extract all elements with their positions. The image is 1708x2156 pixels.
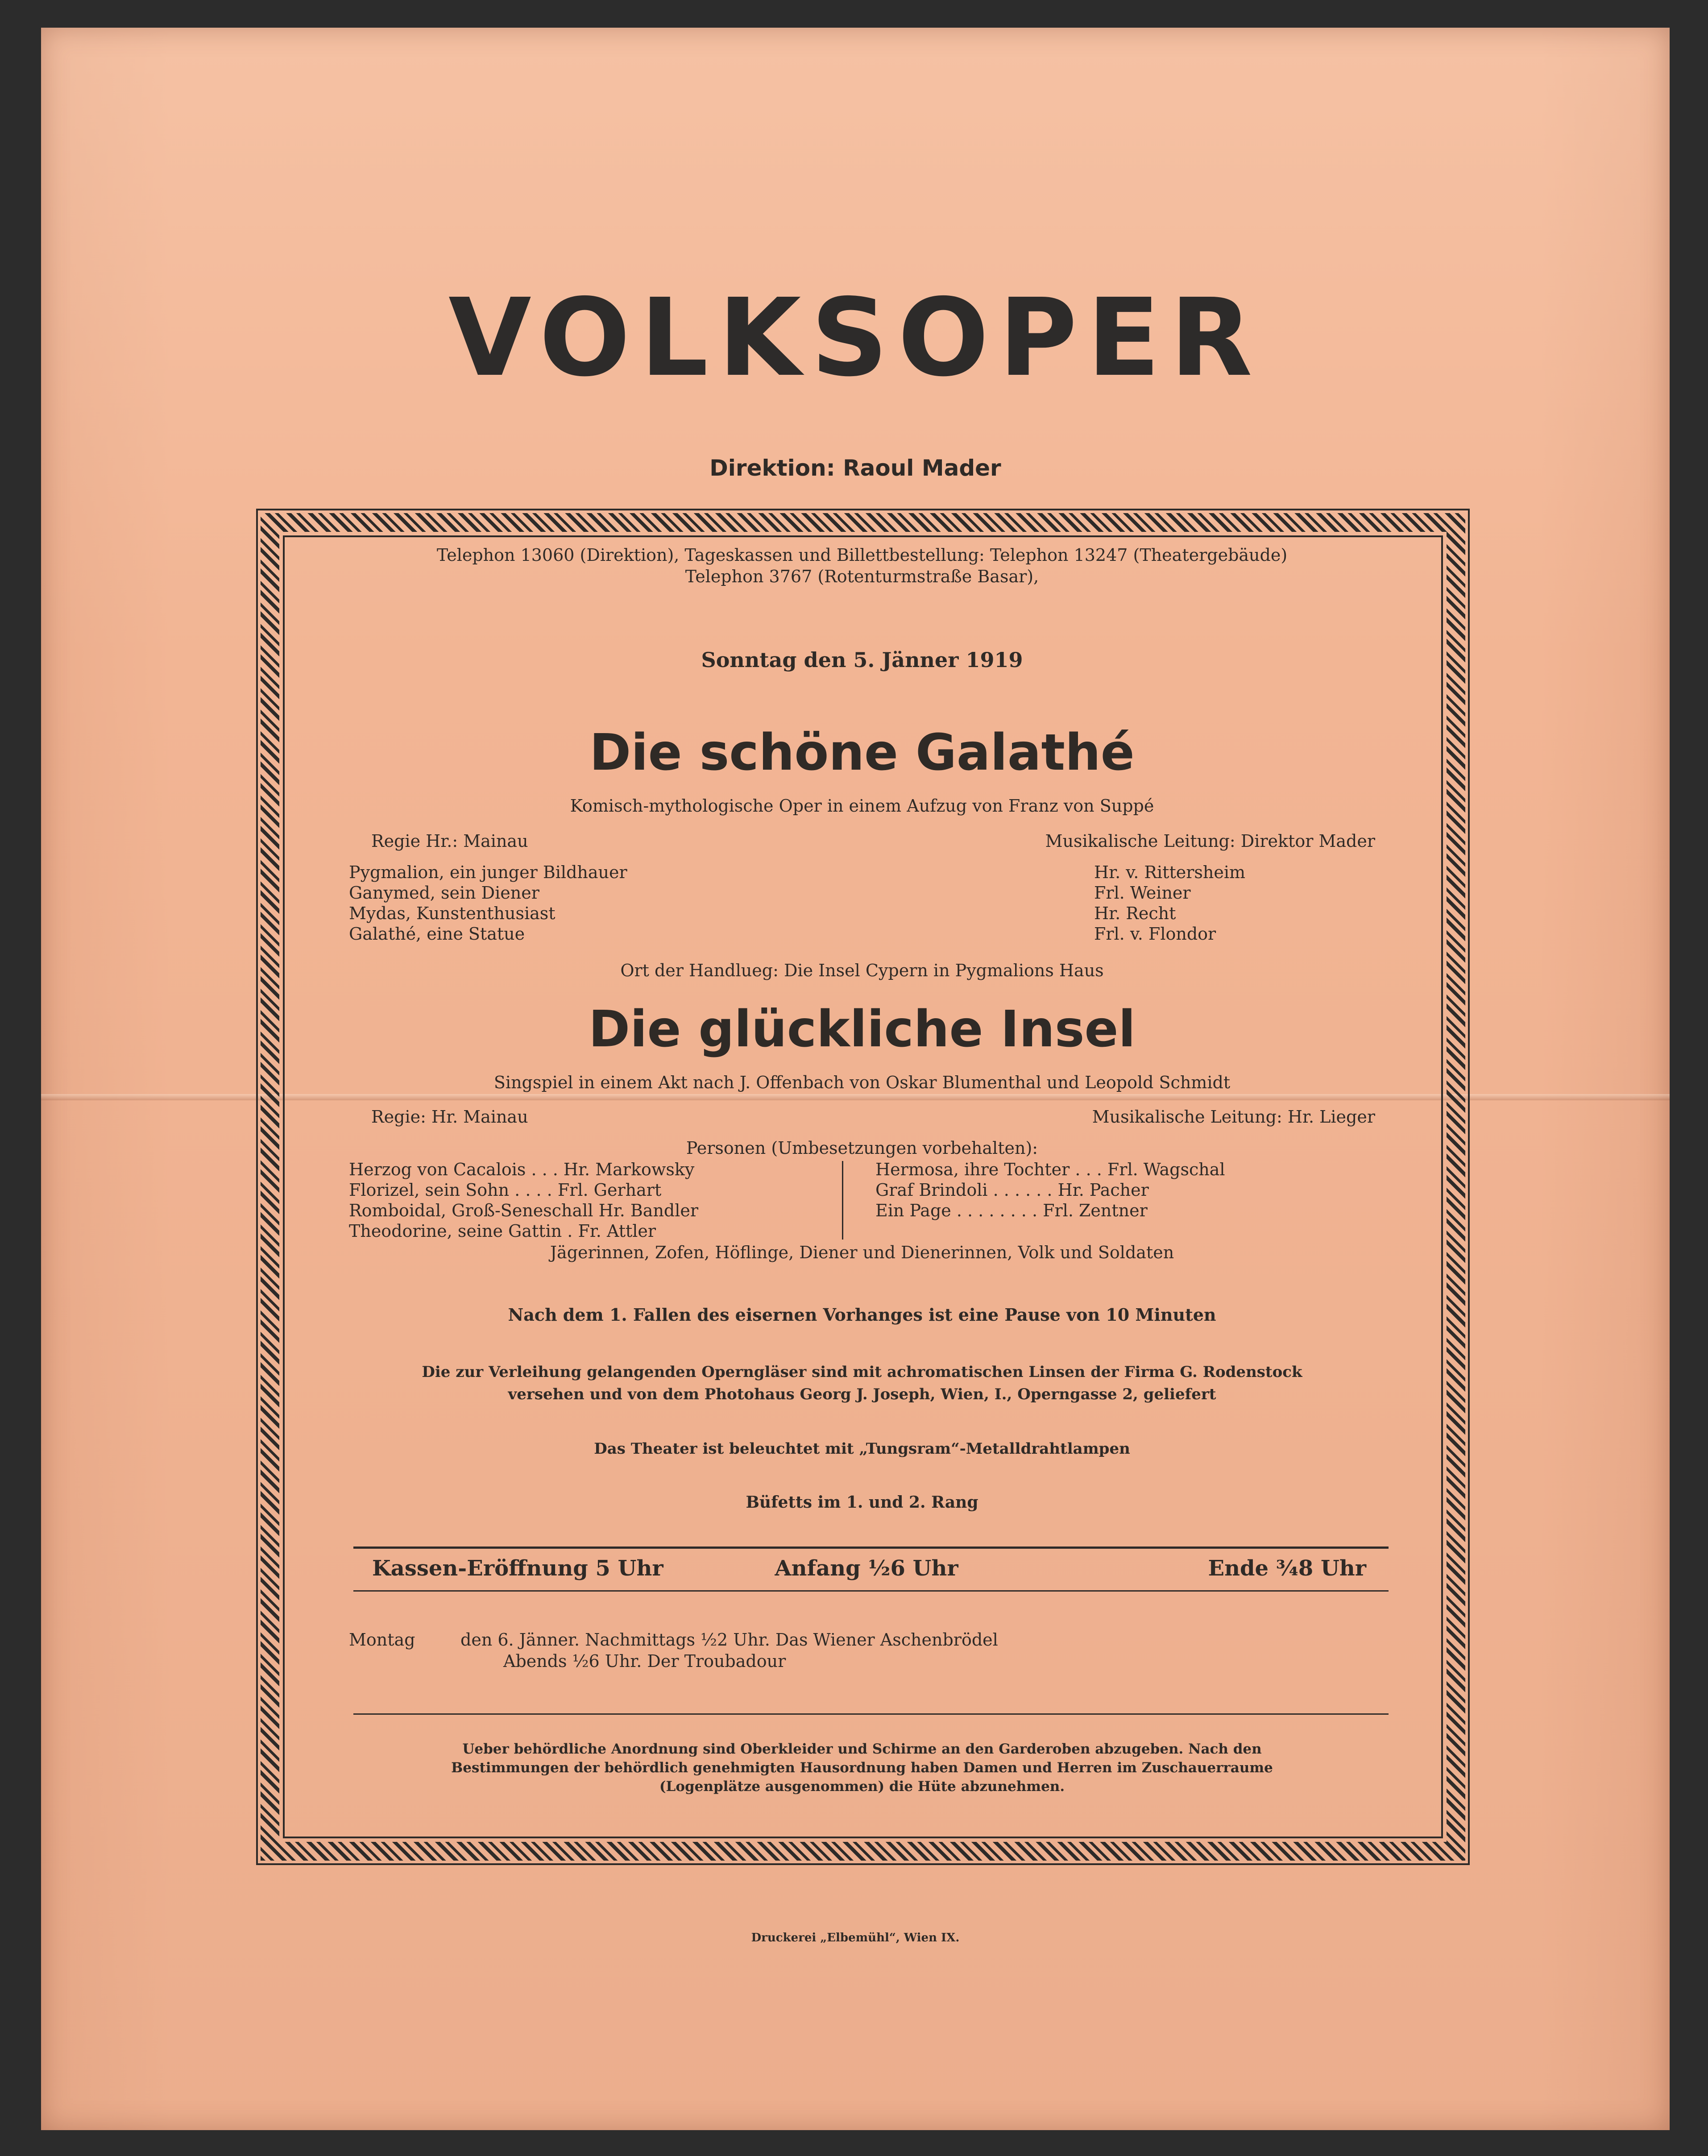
- cast-actor: Hr. Recht: [1094, 904, 1176, 923]
- cast-separator: . . .: [1070, 1160, 1107, 1179]
- box-office-opening: Kassen-Eröffnung 5 Uhr: [372, 1556, 663, 1581]
- opera-1-place: Ort der Handlueg: Die Insel Cypern in Pygmalions Haus: [620, 961, 1104, 980]
- cast-row: [349, 862, 1375, 883]
- cast-row: [349, 1180, 862, 1200]
- opera-1-subtitle: Komisch-mythologische Oper in einem Aufzug von Franz von Suppé: [570, 796, 1154, 816]
- performance-date: Sonntag den 5. Jänner 1919: [701, 648, 1023, 672]
- printer-imprint: Druckerei „Elbemühl“, Wien IX.: [751, 1931, 960, 1945]
- opera-1-title: Die schöne Galathé: [589, 724, 1135, 782]
- cast-actor: Frl. v. Flondor: [1094, 924, 1216, 944]
- cast-actor: Hr. Bandler: [598, 1201, 699, 1220]
- cast-row: [349, 1200, 862, 1221]
- times-top-rule: [353, 1547, 1389, 1549]
- glasses-notice-1: Die zur Verleihung gelangenden Operngläser sind mit achromatischen Linsen der Firma G. Rodenstock: [422, 1363, 1302, 1381]
- cast-divider: [842, 1161, 843, 1240]
- opera-2-cast-right: [875, 1159, 1375, 1221]
- cast-actor: Frl. Gerhart: [557, 1180, 662, 1200]
- cast-row: [349, 1159, 862, 1180]
- theater-title: VOLKSOPER: [448, 275, 1262, 400]
- cast-role: Hermosa, ihre Tochter: [875, 1160, 1070, 1179]
- next-day: Montag: [349, 1630, 415, 1650]
- times-bottom-rule: [353, 1590, 1389, 1592]
- cast-row: [875, 1200, 1375, 1221]
- cast-actor: Frl. Zentner: [1043, 1201, 1148, 1220]
- regulation-line-1: Ueber behördliche Anordnung sind Oberkleider und Schirme an den Garderoben abzugeben. Nach den: [462, 1741, 1262, 1757]
- regulation-line-3: (Logenplätze ausgenommen) die Hüte abzunehmen.: [659, 1779, 1065, 1795]
- cast-role: Ein Page: [875, 1201, 951, 1220]
- opera-1-music: Musikalische Leitung: Direktor Mader: [1045, 831, 1375, 851]
- cast-role: Romboidal, Groß-Seneschall: [349, 1201, 593, 1220]
- opera-2-title: Die glückliche Insel: [589, 1000, 1136, 1058]
- cast-role: Graf Brindoli: [875, 1180, 988, 1200]
- cast-role: Ganymed, sein Diener: [349, 883, 539, 903]
- telephone-line-1: Telephon 13060 (Direktion), Tageskassen und Billettbestellung: Telephon 13247 (Theatergebäude): [436, 545, 1288, 565]
- cast-separator: . . .: [526, 1160, 564, 1179]
- opera-2-music: Musikalische Leitung: Hr. Lieger: [1092, 1107, 1375, 1127]
- opera-2-cast-left: [349, 1159, 862, 1241]
- next-line-2: Abends ½6 Uhr. Der Troubadour: [503, 1651, 786, 1671]
- cast-role: Pygmalion, ein junger Bildhauer: [349, 862, 627, 882]
- cast-actor: Frl. Wagschal: [1107, 1160, 1225, 1179]
- cast-actor: Hr. Markowsky: [563, 1160, 695, 1179]
- opera-1-regie: Regie Hr.: Mainau: [371, 831, 528, 851]
- opera-2-regie: Regie: Hr. Mainau: [371, 1107, 528, 1127]
- opera-1-cast-list: [349, 862, 1375, 944]
- regulation-rule: [353, 1713, 1389, 1715]
- cast-role: Mydas, Kunstenthusiast: [349, 904, 556, 923]
- cast-separator: [593, 1201, 599, 1220]
- opera-2-chorus: Jägerinnen, Zofen, Höflinge, Diener und Dienerinnen, Volk und Soldaten: [550, 1243, 1174, 1262]
- buffet-notice: Büfetts im 1. und 2. Rang: [746, 1493, 978, 1512]
- telephone-line-2: Telephon 3767 (Rotenturmstraße Basar),: [685, 567, 1039, 586]
- next-line-1: den 6. Jänner. Nachmittags ½2 Uhr. Das Wiener Aschenbrödel: [460, 1630, 998, 1650]
- cast-actor: Frl. Weiner: [1094, 883, 1191, 903]
- direction-line: Direktion: Raoul Mader: [709, 455, 1001, 481]
- end-time: Ende ¾8 Uhr: [1208, 1556, 1366, 1581]
- pause-notice: Nach dem 1. Fallen des eisernen Vorhanges ist eine Pause von 10 Minuten: [508, 1305, 1216, 1325]
- playbill-sheet: [41, 28, 1670, 2130]
- cast-separator: .: [562, 1221, 578, 1241]
- cast-row: [349, 1221, 862, 1241]
- cast-row: [349, 903, 1375, 924]
- cast-separator: . . . .: [509, 1180, 558, 1200]
- cast-role: Theodorine, seine Gattin: [349, 1221, 562, 1241]
- opera-2-persons-heading: Personen (Umbesetzungen vorbehalten):: [686, 1138, 1038, 1158]
- cast-actor: Hr. v. Rittersheim: [1094, 862, 1246, 882]
- cast-actor: Hr. Pacher: [1057, 1180, 1149, 1200]
- cast-row: [875, 1159, 1375, 1180]
- cast-separator: . . . . . .: [987, 1180, 1058, 1200]
- cast-actor: Fr. Attler: [578, 1221, 656, 1241]
- glasses-notice-2: versehen und von dem Photohaus Georg J. Joseph, Wien, I., Operngasse 2, geliefert: [508, 1385, 1216, 1403]
- cast-role: Florizel, sein Sohn: [349, 1180, 510, 1200]
- regulation-line-2: Bestimmungen der behördlich genehmigten Hausordnung haben Damen und Herren im Zuschauerraume: [451, 1760, 1273, 1776]
- cast-row: [349, 924, 1375, 944]
- start-time: Anfang ½6 Uhr: [775, 1556, 958, 1581]
- lamps-notice: Das Theater ist beleuchtet mit „Tungsram“-Metalldrahtlampen: [594, 1440, 1130, 1458]
- cast-role: Galathé, eine Statue: [349, 924, 525, 944]
- cast-row: [875, 1180, 1375, 1200]
- cast-separator: . . . . . . . .: [951, 1201, 1043, 1220]
- cast-role: Herzog von Cacalois: [349, 1160, 526, 1179]
- opera-2-subtitle: Singspiel in einem Akt nach J. Offenbach von Oskar Blumenthal und Leopold Schmidt: [493, 1073, 1231, 1092]
- cast-row: [349, 883, 1375, 903]
